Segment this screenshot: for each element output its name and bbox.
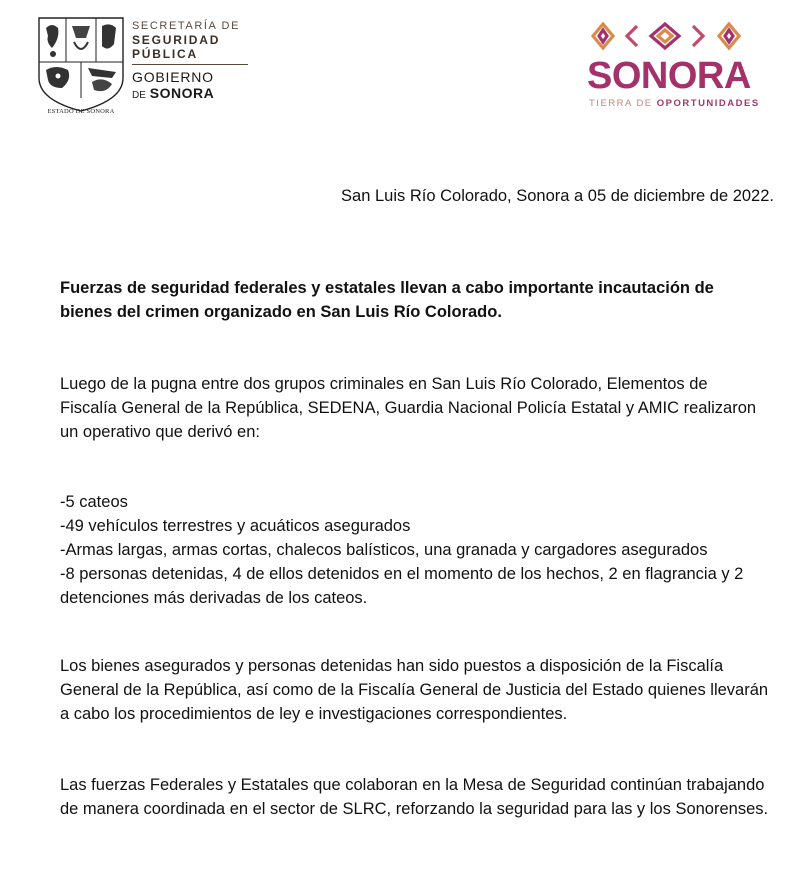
tagline-bold: OPORTUNIDADES — [656, 98, 760, 109]
custody-paragraph: Los bienes asegurados y personas detenidas han sido puestos a disposición de la Fiscalía General de la República, así como de la Fiscalía General de Justicia del Estado quienes llevarán a cabo los procedimientos de ley e investigaciones correspondientes. — [60, 657, 769, 723]
ministry-divider — [132, 64, 248, 65]
sonora-brand-logo — [585, 18, 780, 114]
ministry-line-2: SEGURIDAD — [132, 33, 221, 47]
list-item: -49 vehículos terrestres y acuáticos asegurados — [60, 517, 411, 535]
ministry-block — [132, 20, 247, 104]
government-prefix: DE — [132, 90, 146, 101]
ministry-line-1: SECRETARÍA DE — [132, 20, 241, 32]
date-line: San Luis Río Colorado, Sonora a 05 de diciembre de 2022. — [341, 187, 774, 205]
coat-of-arms-icon — [36, 16, 126, 116]
ministry-line-3: PÚBLICA — [132, 47, 198, 61]
sonora-tagline — [589, 98, 760, 109]
closing-paragraph: Las fuerzas Federales y Estatales que colaboran en la Mesa de Seguridad continúan trabajando de manera coordinada en el sector de SLRC, reforzando la seguridad para las y los Sonorenses. — [60, 776, 769, 818]
sonora-pattern-icon — [585, 18, 780, 54]
seal-caption: ESTADO DE SONORA — [47, 108, 115, 115]
intro-paragraph: Luego de la pugna entre dos grupos criminales en San Luis Río Colorado, Elementos de Fiscalía General de la República, SEDENA, Guardia Nacional Policía Estatal y AMIC realizaron un operativo que derivó en: — [60, 375, 757, 441]
results-list — [60, 490, 775, 610]
list-item: -8 personas detenidas, 4 de ellos detenidos en el momento de los hechos, 2 en flagrancia y 2 detenciones más derivadas de los cateos. — [60, 565, 744, 607]
press-headline: Fuerzas de seguridad federales y estatales llevan a cabo importante incautación de bienes del crimen organizado en San Luis Río Colorado. — [60, 279, 714, 321]
government-name: SONORA — [149, 85, 215, 101]
list-item: -Armas largas, armas cortas, chalecos balísticos, una granada y cargadores asegurados — [60, 541, 708, 559]
government-line-2 — [132, 85, 247, 104]
sonora-wordmark: SONORA — [587, 55, 751, 97]
government-line-1: GOBIERNO — [132, 69, 214, 85]
tagline-light: TIERRA DE — [589, 98, 653, 109]
list-item: -5 cateos — [60, 493, 128, 511]
state-seal-logo — [36, 16, 126, 116]
